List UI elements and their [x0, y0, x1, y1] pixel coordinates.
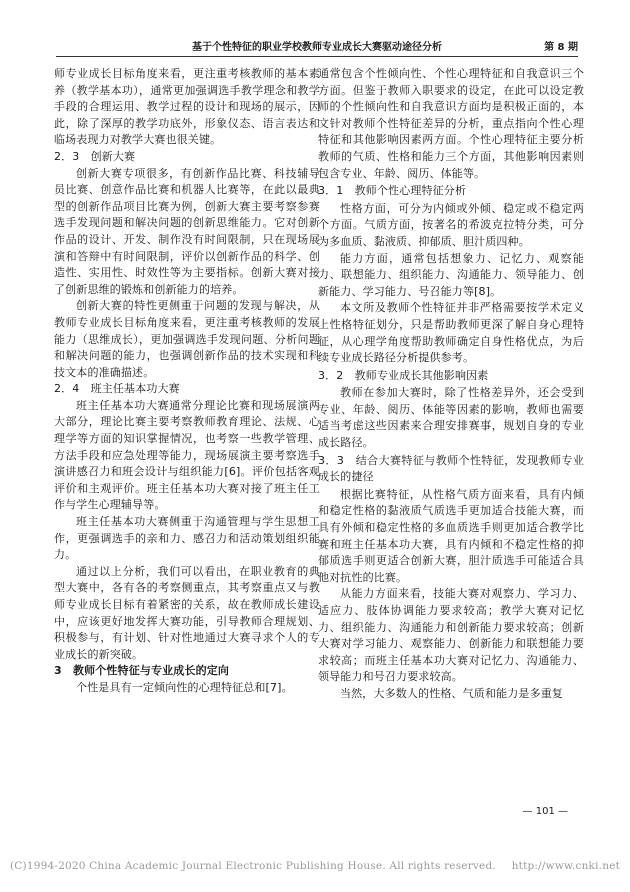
paragraph: 师专业成长目标角度来看，更注重考核教师的基本素养（教学基本功），通常更加强调选手教学理念和教学手段的合理运用、教学过程的设计和现场的展示，因此，除了深厚的教学功底外，形象仪态、语言表达和临场表现力对教学大赛也很关键。 — [54, 67, 320, 147]
paragraph: 创新大赛的特性更侧重于问题的发现与解决，从教师专业成长目标角度来看，更注重考核教师的发展能力（思维成长），更加强调选手发现问题、分析问题和解决问题的能力，也强调创新作品的技术实现和科技文本的准确描述。 — [54, 299, 320, 379]
issue-number: 第 8 期 — [544, 42, 578, 53]
paragraph: 班主任基本功大赛侧重于沟通管理与学生思想工作，更强调选手的亲和力、感召力和活动策划组织能力。 — [54, 515, 320, 562]
section-heading: 2．4 班主任基本功大赛 — [54, 382, 180, 396]
paragraph: 通常包含个性倾向性、个性心理特征和自我意识三个方面。但鉴于教师入职要求的设定，在此可以设定教师的个性倾向性和自我意识方面均是积极正面的，本文针对教师个性特征差异的分析，重点指向个性心理特征和其他影响因素两方面。个性心理特征主要分析教师的气质、性格和能力三个方面，其他影响因素则包含专业、年龄、阅历、体能等。 — [318, 67, 584, 180]
paragraph: 个性是具有一定倾向性的心理特征总和[7]。 — [76, 680, 293, 694]
running-header — [56, 36, 578, 57]
section-heading: 2．3 创新大赛 — [54, 149, 136, 163]
footer-link[interactable]: http://www.cnki.net — [511, 860, 620, 872]
paragraph: 班主任基本功大赛通常分理论比赛和现场展演两大部分，理论比赛主要考察教师教育理论、法规、心理学等方面的知识掌握情况，也考察一些教学管理、方法手段和应急处理等能力，现场展演主要考察选手演讲感召力和班会设计与组织能力[6]。评价包括客观评价和主观评价。班主任基本功大赛对接了班主任工作与学生心理辅导等。 — [54, 398, 320, 512]
section-heading: 3．3 结合大赛特征与教师个性特征，发现教师专业成长的捷径 — [318, 453, 584, 484]
running-title: 基于个性特征的职业学校教师专业成长大赛驱动途径分析 — [192, 42, 442, 53]
paragraph: 本文所及教师个性特征并非严格需要按学术定义上性格特征划分，只是帮助教师更深了解自身心理特征，从心理学角度帮助教师确定自身性格优点，为后续专业成长路径分析提供参考。 — [318, 301, 584, 365]
paragraph: 从能力方面来看，技能大赛对观察力、学习力、适应力、肢体协调能力要求较高；教学大赛对记忆力、组织能力、沟通能力和创新能力要求较高；创新大赛对学习能力、观察能力、创新能力和联想能力要求较高；而班主任基本功大赛对记忆力、沟通能力、领导能力和号召力要求较高。 — [318, 587, 584, 684]
left-column — [54, 66, 320, 697]
paragraph: 性格方面，可分为内倾或外倾、稳定或不稳定两个方面。气质方面，按著名的希波克拉特分类，可分为多血质、黏液质、抑郁质、胆汁质四种。 — [318, 201, 584, 248]
section-heading: 3．1 教师个性心理特征分析 — [318, 184, 467, 198]
section-heading: 3．2 教师专业成长其他影响因素 — [318, 368, 489, 382]
paragraph: 创新大赛专项很多，有创新作品比赛、科技辅导员比赛、创意作品比赛和机器人比赛等，在此以最典型的创新作品项目比赛为例，创新大赛主要考察参赛选手发现问题和解决问题的创新思维能力。它对创新作品的设计、开发、制作没有时间限制，只在现场展演和答辩中有时间限制，评价以创新作品的科学、创造性、实用性、时效性等为主要指标。创新大赛对接了创新思维的锻炼和创新能力的培养。 — [54, 166, 320, 296]
page-number: — 101 — — [522, 806, 568, 817]
paragraph: 通过以上分析，我们可以看出，在职业教育的典型大赛中，各有各的考察侧重点，其考察重点又与教师专业成长目标有着紧密的关系，故在教师成长建设中，应该更好地发挥大赛功能，引导教师合理规划、积极参与，有计划、针对性地通过大赛寻求个人的专业成长的新突破。 — [54, 564, 320, 661]
right-column — [318, 66, 584, 703]
paragraph: 根据比赛特征，从性格气质方面来看，具有内倾和稳定性格的黏液质气质选手更加适合技能大赛，而具有外倾和稳定性格的多血质选手则更加适合教学比赛和班主任基本功大赛，具有内倾和不稳定性格的抑郁质选手则更适合创新大赛，胆汁质选手可能适合具他对抗性的比赛。 — [318, 487, 584, 584]
copyright-notice: (C)1994-2020 China Academic Journal Electronic Publishing House. All rights reserved. — [10, 860, 496, 872]
chapter-heading: 3 教师个性特征与专业成长的定向 — [54, 664, 230, 678]
paragraph: 教师在参加大赛时，除了性格差异外，还会受到专业、年龄、阅历、体能等因素的影响，教师也需要适当考虑这些因素来合理安排赛事，规划自身的专业成长路径。 — [318, 386, 584, 450]
paragraph: 当然，大多数人的性格、气质和能力是多重复 — [340, 686, 563, 700]
paragraph: 能力方面，通常包括想象力、记忆力、观察能力、联想能力、组织能力、沟通能力、领导能力、创新能力、学习能力、号召能力等[8]。 — [318, 251, 584, 298]
